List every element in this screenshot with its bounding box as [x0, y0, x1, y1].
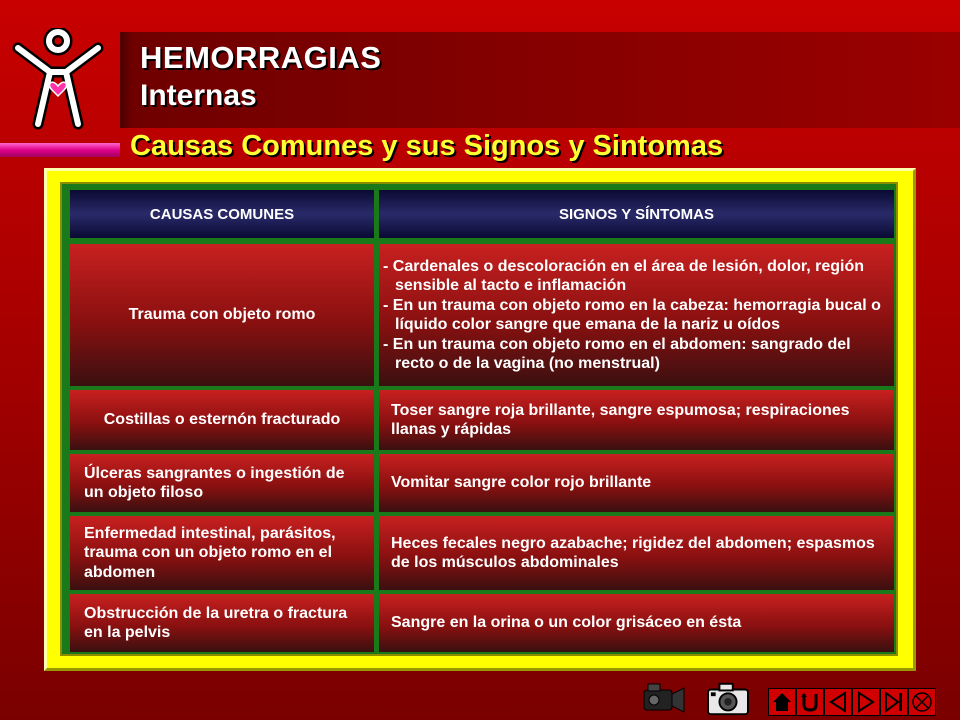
- previous-icon: [827, 691, 849, 713]
- table-row-symptoms: [379, 244, 894, 386]
- table-row-cause: Trauma con objeto romo: [70, 244, 374, 386]
- table-row-cause: Enfermedad intestinal, parásitos, trauma con un objeto romo en el abdomen: [70, 516, 374, 590]
- table-row-symptoms: [379, 454, 894, 512]
- table-row-cause: Úlceras sangrantes o ingestión de un objeto filoso: [70, 454, 374, 512]
- next-button[interactable]: [852, 688, 880, 716]
- table-header-causes: CAUSAS COMUNES: [70, 190, 374, 238]
- section-title: Causas Comunes y sus Signos y Sintomas: [130, 130, 724, 162]
- slide-navigation: [768, 688, 936, 718]
- return-icon: [799, 691, 821, 713]
- symptom-text: Vomitar sangre color rojo brillante: [391, 474, 652, 492]
- close-icon: [911, 691, 933, 713]
- last-icon: [883, 691, 905, 713]
- symptom-text: - En un trauma con objeto romo en el abdomen: sangrado del recto o de la vagina (no menstrual): [383, 335, 851, 372]
- previous-button[interactable]: [824, 688, 852, 716]
- table-row-cause: Obstrucción de la uretra o fractura en la pelvis: [70, 594, 374, 652]
- symptom-text: Heces fecales negro azabache; rigidez del abdomen; espasmos de los músculos abdominales: [391, 534, 875, 571]
- page-title: HEMORRAGIAS: [140, 40, 382, 75]
- table-row-cause: Costillas o esternón fracturado: [70, 390, 374, 450]
- person-logo-icon: [8, 28, 108, 130]
- symptom-text: - En un trauma con objeto romo en la cabeza: hemorragia bucal o líquido color sangre que emana de la nariz u oídos: [383, 296, 881, 333]
- close-button[interactable]: [908, 688, 936, 716]
- symptom-text: - Cardenales o descoloración en el área de lesión, dolor, región sensible al tacto e inflamación: [383, 257, 865, 294]
- table-row-symptoms: [379, 390, 894, 450]
- symptom-text: Sangre en la orina o un color grisáceo en ésta: [391, 614, 742, 632]
- home-button[interactable]: [768, 688, 796, 716]
- video-camera-icon[interactable]: [640, 678, 688, 718]
- page-subtitle: Internas: [140, 79, 257, 112]
- symptom-text: Toser sangre roja brillante, sangre espumosa; respiraciones llanas y rápidas: [391, 401, 850, 438]
- banner-shadow: [120, 32, 132, 128]
- photo-camera-icon[interactable]: [704, 680, 752, 718]
- next-icon: [855, 691, 877, 713]
- last-button[interactable]: [880, 688, 908, 716]
- home-icon: [771, 691, 793, 713]
- table-row-symptoms: [379, 594, 894, 652]
- table-header-symptoms: SIGNOS Y SÍNTOMAS: [379, 190, 894, 238]
- accent-strip: [0, 143, 120, 157]
- return-button[interactable]: [796, 688, 824, 716]
- table-row-symptoms: [379, 516, 894, 590]
